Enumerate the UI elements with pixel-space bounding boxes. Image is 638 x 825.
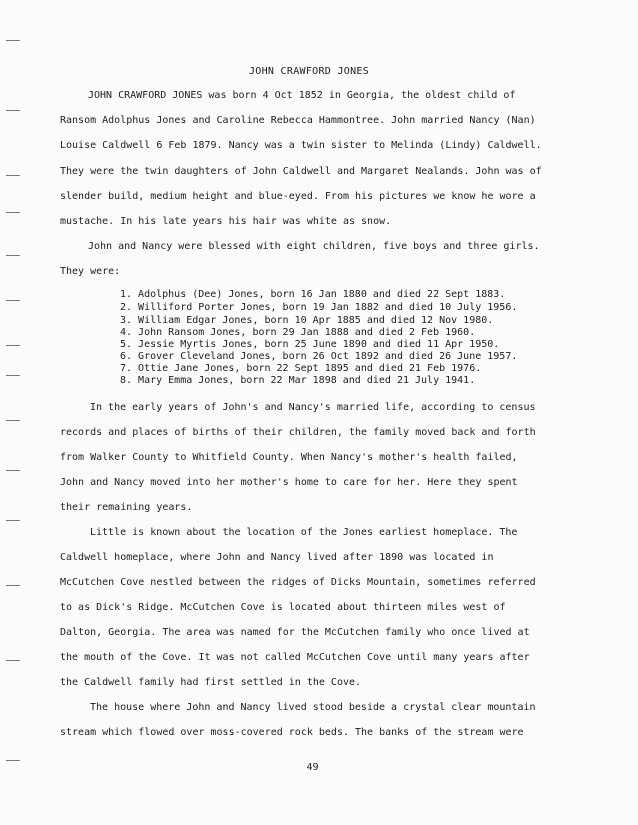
edge-mark	[6, 110, 20, 111]
paragraph-line: records and places of births of their children, the family moved back and forth	[60, 427, 536, 438]
edge-mark	[6, 375, 20, 376]
page-number: 49	[306, 762, 319, 773]
paragraph-line: mustache. In his late years his hair was white as snow.	[60, 216, 392, 227]
paragraph-line: slender build, medium height and blue-eyed. From his pictures we know he wore a	[60, 191, 536, 202]
children-list-item: 1. Adolphus (Dee) Jones, born 16 Jan 1880 and died 22 Sept 1883.	[120, 289, 506, 300]
paragraph-line: John and Nancy were blessed with eight children, five boys and three girls.	[88, 241, 540, 252]
paragraph-line: The house where John and Nancy lived stood beside a crystal clear mountain	[90, 702, 536, 713]
edge-mark	[6, 420, 20, 421]
paragraph-line: Ransom Adolphus Jones and Caroline Rebecca Hammontree. John married Nancy (Nan)	[60, 115, 536, 126]
paragraph-line: They were:	[60, 266, 121, 277]
paragraph-line: the mouth of the Cove. It was not called McCutchen Cove until many years after	[60, 652, 530, 663]
edge-mark	[6, 760, 20, 761]
children-list-item: 2. Williford Porter Jones, born 19 Jan 1882 and died 10 July 1956.	[120, 302, 518, 313]
paragraph-line: Louise Caldwell 6 Feb 1879. Nancy was a twin sister to Melinda (Lindy) Caldwell.	[60, 140, 542, 151]
edge-mark	[6, 255, 20, 256]
paragraph-line: Caldwell homeplace, where John and Nancy lived after 1890 was located in	[60, 552, 494, 563]
paragraph-line: from Walker County to Whitfield County. When Nancy's mother's health failed,	[60, 452, 518, 463]
edge-mark	[6, 660, 20, 661]
paragraph-line: McCutchen Cove nestled between the ridges of Dicks Mountain, sometimes referred	[60, 577, 536, 588]
edge-mark	[6, 345, 20, 346]
children-list-item: 8. Mary Emma Jones, born 22 Mar 1898 and died 21 July 1941.	[120, 375, 476, 386]
paragraph-line: JOHN CRAWFORD JONES was born 4 Oct 1852 in Georgia, the oldest child of	[88, 90, 516, 101]
edge-mark	[6, 470, 20, 471]
paragraph-line: the Caldwell family had first settled in the Cove.	[60, 677, 362, 688]
children-list-item: 5. Jessie Myrtis Jones, born 25 June 1890 and died 11 Apr 1950.	[120, 339, 500, 350]
edge-mark	[6, 585, 20, 586]
paragraph-line: Little is known about the location of the Jones earliest homeplace. The	[90, 527, 518, 538]
edge-mark	[6, 212, 20, 213]
paragraph-line: Dalton, Georgia. The area was named for the McCutchen family who once lived at	[60, 627, 530, 638]
children-list-item: 4. John Ransom Jones, born 29 Jan 1888 and died 2 Feb 1960.	[120, 327, 476, 338]
paragraph-line: In the early years of John's and Nancy's married life, according to census	[90, 402, 536, 413]
edge-mark	[6, 175, 20, 176]
children-list-item: 3. William Edgar Jones, born 10 Apr 1885 and died 12 Nov 1980.	[120, 315, 494, 326]
children-list-item: 7. Ottie Jane Jones, born 22 Sept 1895 and died 21 Feb 1976.	[120, 363, 482, 374]
paragraph-line: to as Dick's Ridge. McCutchen Cove is located about thirteen miles west of	[60, 602, 506, 613]
edge-mark	[6, 520, 20, 521]
paragraph-line: They were the twin daughters of John Caldwell and Margaret Nealands. John was of	[60, 166, 542, 177]
paragraph-line: John and Nancy moved into her mother's home to care for her. Here they spent	[60, 477, 518, 488]
paragraph-line: stream which flowed over moss-covered rock beds. The banks of the stream were	[60, 727, 524, 738]
edge-mark	[6, 40, 20, 41]
paragraph-line: their remaining years.	[60, 502, 193, 513]
page-title: JOHN CRAWFORD JONES	[248, 66, 370, 77]
edge-mark	[6, 300, 20, 301]
children-list-item: 6. Grover Cleveland Jones, born 26 Oct 1892 and died 26 June 1957.	[120, 351, 518, 362]
